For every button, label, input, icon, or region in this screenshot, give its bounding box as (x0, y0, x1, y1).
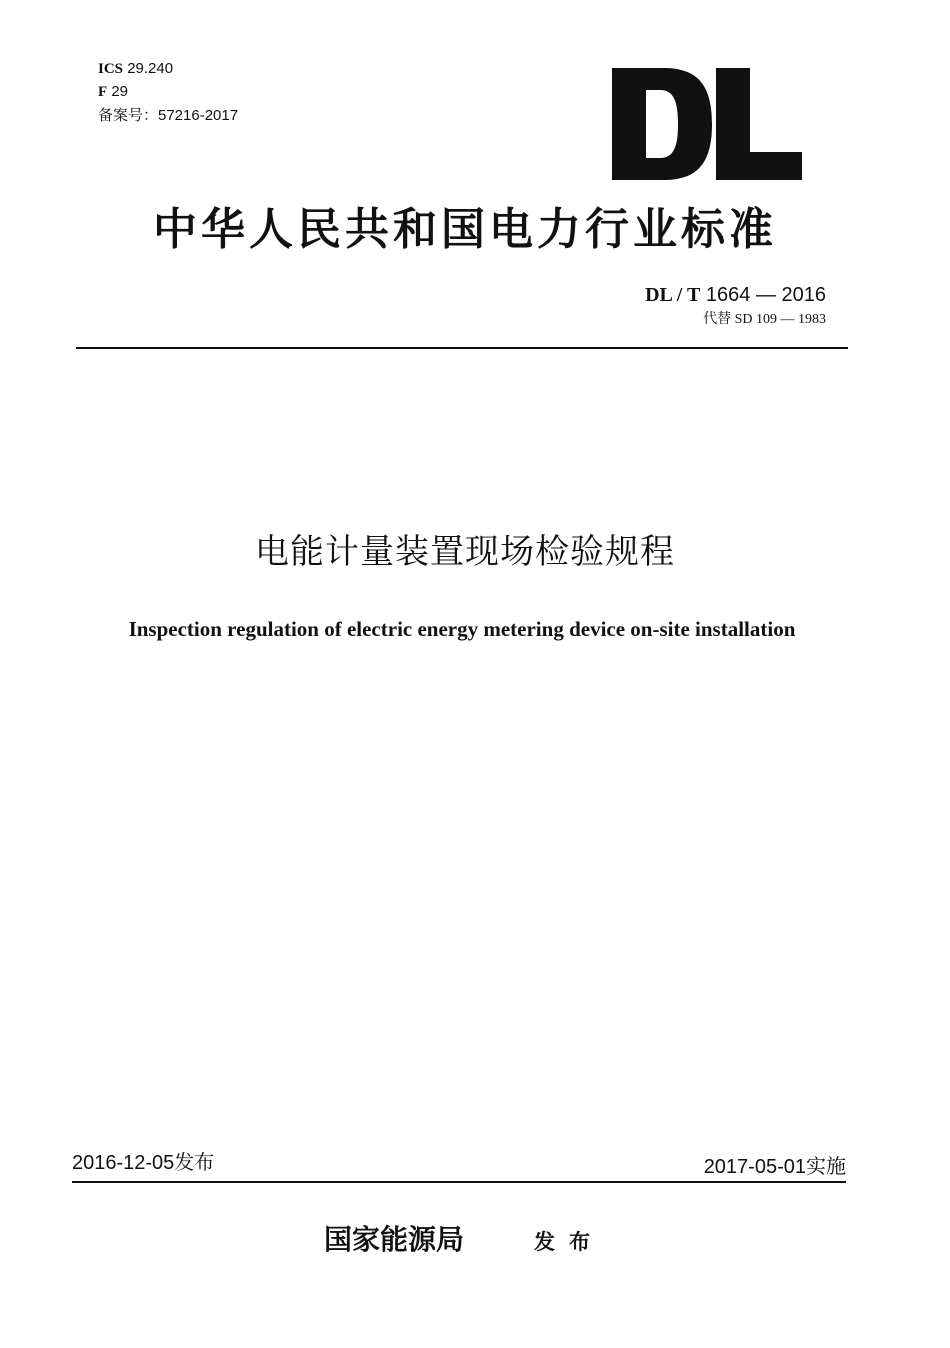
f-code (98, 83, 128, 101)
standard-number-value: 1664 — 2016 (705, 284, 826, 306)
dl-logo (612, 68, 802, 180)
standard-prefix: DL / T (645, 284, 701, 306)
dl-logo-letter-d (612, 68, 712, 180)
ics-label: ICS (98, 61, 124, 77)
footer-divider (72, 1181, 846, 1183)
standard-category-title: 中华人民共和国电力行业标准 (153, 204, 777, 255)
document-title-english: Inspection regulation of electric energy metering device on-site installation (128, 617, 796, 641)
f-label: F (98, 84, 108, 100)
implementation-date: 2017-05-01实施 (703, 1156, 846, 1178)
publisher-name: 国家能源局 (324, 1223, 465, 1256)
issue-date: 2016-12-05发布 (72, 1152, 215, 1174)
dl-logo-letter-l (716, 68, 802, 180)
header-divider (76, 347, 848, 349)
standard-number (645, 283, 826, 307)
replaces-standard: 代替 SD 109 — 1983 (703, 312, 826, 327)
document-title-chinese: 电能计量装置现场检验规程 (255, 532, 675, 572)
ics-value: 29.240 (127, 60, 174, 77)
ics-code (98, 60, 173, 78)
publish-label: 发布 (534, 1229, 604, 1254)
f-value: 29 (111, 83, 129, 100)
record-number: 备案号：57216-2017 (98, 107, 239, 124)
